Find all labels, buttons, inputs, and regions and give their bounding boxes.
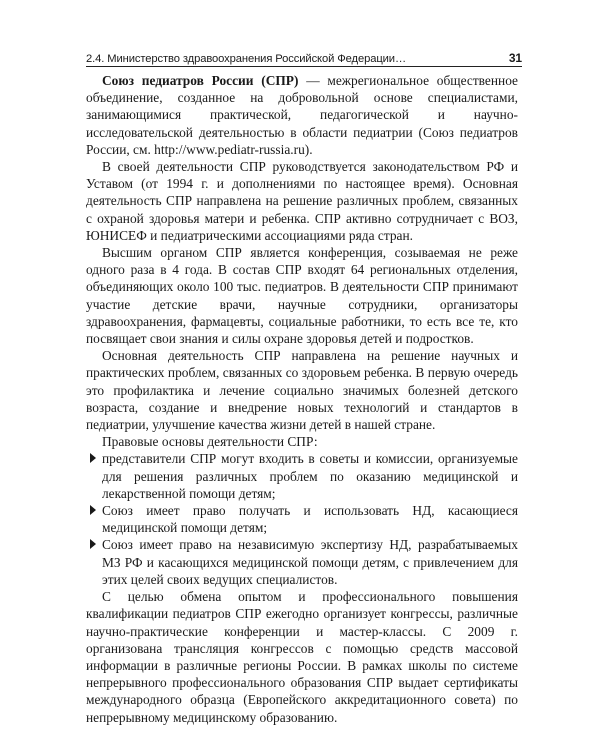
paragraph-legislation: В своей деятельности СПР руководствуется законодательством РФ и Уставом (от 1994 г. и дополнениями по настоящее время). Основная деятельность СПР направлена на решение различных проблем, связанных с охраной здоровья матери и ребенка. СПР активно сотрудничает с ВОЗ, ЮНИСЕФ и педиатрическими ассоциациями ряда стран. [86,159,518,243]
page-body [86,72,518,726]
paragraph-legal-basis: Правовые основы деятельности СПР: [102,434,318,450]
paragraph-activities: Основная деятельность СПР направлена на решение научных и практических проблем, связанных со здоровьем ребенка. В первую очередь это профилактика и лечение социально значимых болезней детского возраста, создание и внедрение новых технологий и стандартов в педиатрии, улучшение качества жизни детей в нашей стране. [86,348,518,433]
header-title: 2.4. Министерство здравоохранения Российской Федерации… [86,53,407,65]
triangle-bullet-icon [90,505,96,515]
list-item [86,536,518,588]
paragraph-education: С целью обмена опытом и профессионального повышения квалификации педиатров СПР ежегодно организует конгрессы, различные научно-практические конференции и мастер-классы. С 2009 г. организована трансляция конгрессов с помощью средств массовой информации в различные регионы России. В рамках школы по системе непрерывного профессионального образования СПР выдает сертификаты международного образца (Европейского аккредитационного совета) по непрерывному медицинскому образованию. [86,589,518,725]
triangle-bullet-icon [90,539,96,549]
paragraph-intro [86,72,518,158]
list-item [86,502,518,536]
list-item-text: Союз имеет право получать и использовать НД, касающиеся медицинской помощи детям; [102,503,518,536]
triangle-bullet-icon [90,453,96,463]
list-item-text: Союз имеет право на независимую экспертизу НД, разрабатываемых МЗ РФ и касающихся медицинской помощи детям, с привлечением для этих целей своих ведущих специалистов. [102,537,518,587]
list-item-text: представители СПР могут входить в советы и комиссии, организуемые для решения различных проблем по оказанию медицинской и лекарственной помощи детям; [102,451,518,501]
paragraph-structure: Высшим органом СПР является конференция, созываемая не реже одного раза в 4 года. В состав СПР входят 64 региональных отделения, объединяющих около 100 тыс. педиатров. В деятельности СПР принимают участие детские врачи, научные сотрудники, организаторы здравоохранения, фармацевты, социальные работники, то есть все те, кто посвящает свои знания и силы охране здоровья детей и подростков. [86,245,518,347]
list-item [86,450,518,502]
header-rule [86,66,522,67]
intro-lead: Союз педиатров России (СПР) [102,73,299,88]
page-number: 31 [508,51,522,65]
intro-text: — межрегиональное общественное объединение, созданное на добровольной основе специалистами, занимающимися практической, педагогической и научно-исследовательской деятельностью в области педиатрии (Союз педиатров России, см. http://www.pediatr-russia.ru). [86,73,518,157]
running-header [86,51,522,65]
legal-basis-list [86,450,518,588]
